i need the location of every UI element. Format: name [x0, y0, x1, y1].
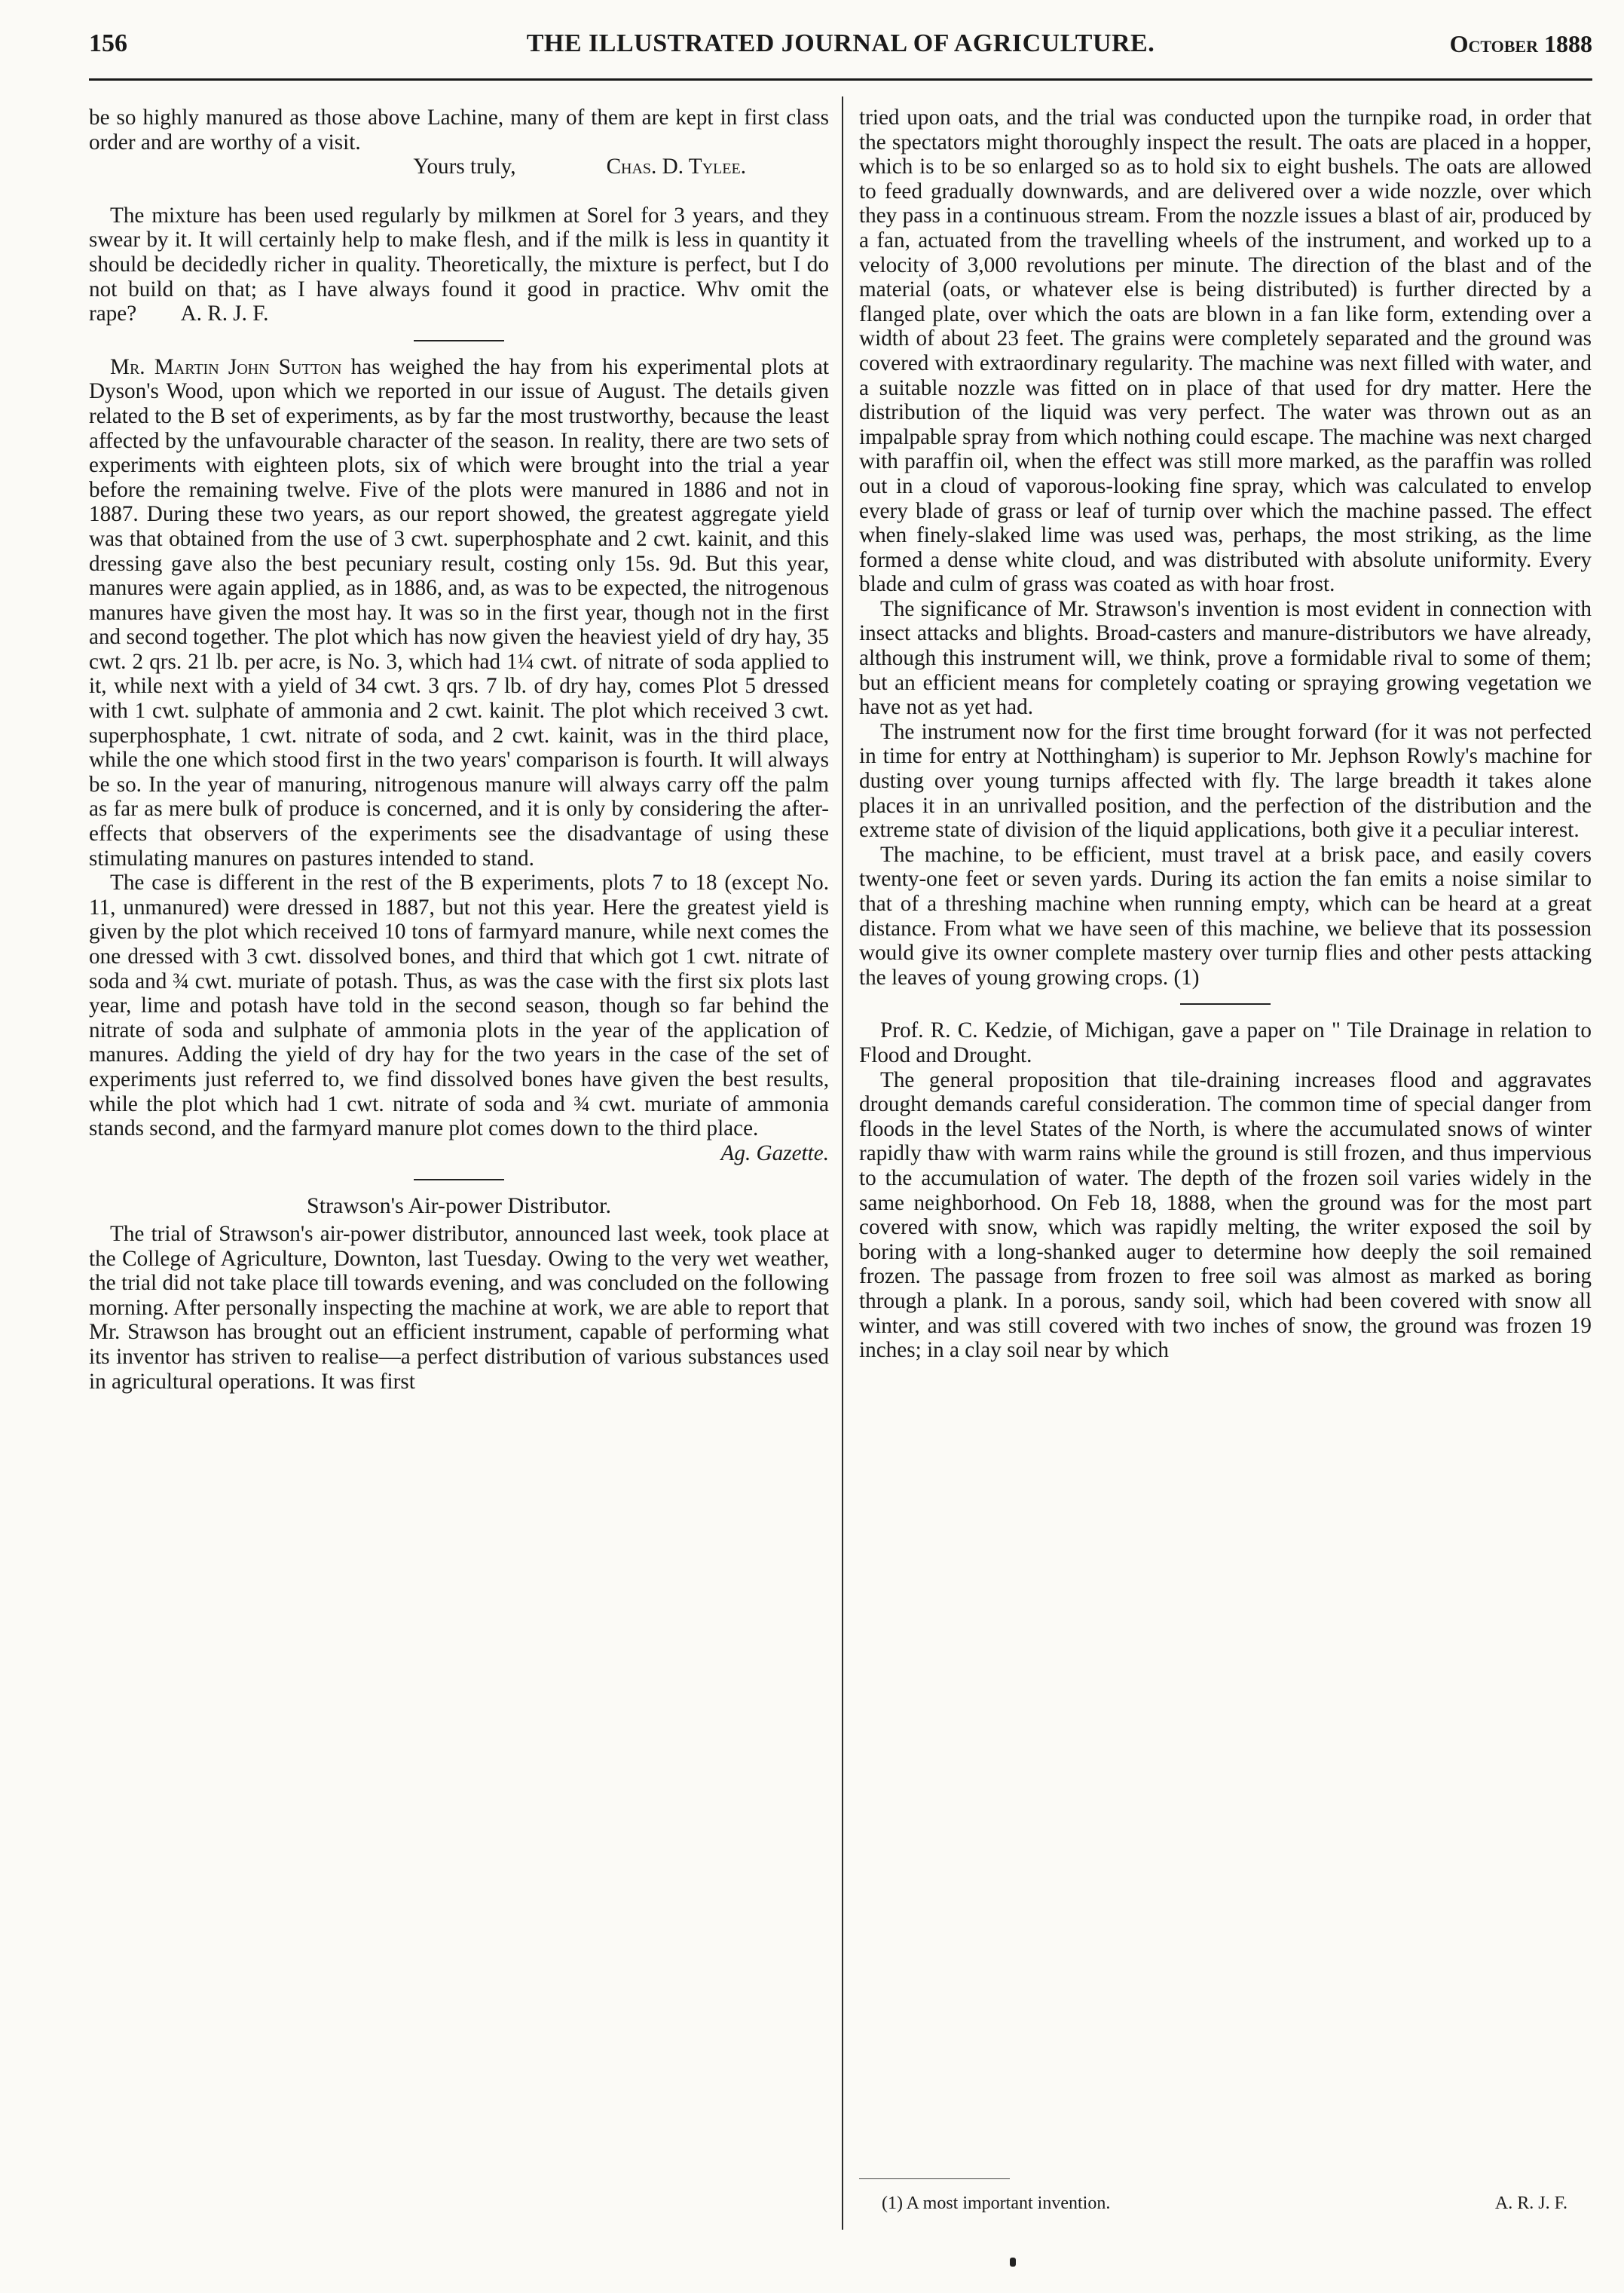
sutton-paragraph [89, 355, 829, 871]
left-column [89, 106, 829, 2239]
signature-name: Chas. D. Tylee. [606, 155, 746, 179]
header-rule [89, 78, 1592, 81]
b-experiments-paragraph: The case is different in the rest of the B experiments, plots 7 to 18 (except No. 11, unmanured) were dressed in 1887, but not this year. Here the greatest yield is given by the plot which received 10 tons of farmyard manure, while next comes the one dressed with 3 cwt. dissolved bones, and third that which got 1 cwt. nitrate of soda and ¾ cwt. muriate of potash. Thus, as was the case with the first six plots last year, lime and potash have told in the second season, though so far behind the nitrate of soda and sulphate of ammonia plots in the year of the application of manures. Adding the yield of dry hay for the two years in the case of the set of experiments just referred to, we find dissolved bones have given the best results, while the plot which had 1 cwt. nitrate of soda and ¾ cwt. muriate of ammonia stands second, and the farmyard manure plot comes down to the third place. [89, 871, 829, 1141]
footnote-rule [859, 2178, 1010, 2179]
significance-paragraph: The significance of Mr. Strawson's invention is most evident in connection with insect attacks and blights. Broad-casters and manure-distributors we have already, although this instrument will, we think, prove a formidable rival to some of them; but an efficient means for completely coating or spraying growing vegetation we have not as yet had. [859, 596, 1592, 720]
column-divider [842, 96, 843, 2230]
strawson-paragraph: The trial of Strawson's air-power distributor, announced last week, took place at the College of Agriculture, Downton, last Tuesday. Owing to the very wet weather, the trial did not take place till towards evening, and was concluded on the following morning. After personally inspecting the machine at work, we are able to report that Mr. Strawson has brought out an efficient instrument, capable of performing what its inventor has striven to realise—a perfect distribution of various substances used in agricultural operations. It was first [89, 1221, 829, 1394]
issue-date: October 1888 [1449, 30, 1592, 57]
footnote [882, 2194, 1567, 2214]
mixture-text: The mixture has been used regularly by milkmen at Sorel for 3 years, and they swear by it. It will certainly help to make flesh, and if the milk is less in quantity it should be decidedly richer in quality. Theoretically, the mixture is perfect, but I do not build on that; as I have always found it good in practice. Whv omit the rape? [89, 203, 829, 326]
drainage-paragraph: The general proposition that tile-draining increases flood and aggravates drought demands careful consideration. The common time of special danger from floods in the level States of the North, is where the accumulated snows of winter rapidly thaw with warm rains while the ground is still frozen, and thus impervious to the accumulation of water. The depth of the frozen soil varies widely in the same neighborhood. On Feb 18, 1888, when the ground was for the most part covered with snow, which was rapidly melting, the writer exposed the soil by boring with a long-shanked auger to determine how deeply the soil remained frozen. The passage from frozen to free soil was almost as marked as boring through a plank. In a porous, sandy soil, which had been covered with snow all winter, and was still covered with two inches of snow, the ground was frozen 19 inches; in a clay soil near by which [859, 1067, 1592, 1363]
footnote-text: (1) A most important invention. [882, 2194, 1111, 2213]
section-rule [1180, 1003, 1271, 1005]
instrument-paragraph: The instrument now for the first time brought forward (for it was not perfected in time for entry at Notthingham) is superior to Mr. Jephson Rowly's machine for dusting over young turnips affected with fly. The large breadth it takes alone places it in an unrivalled position, and the perfection of the distribution and the extreme state of division of the liquid applications, both give it a peculiar interest. [859, 719, 1592, 843]
letter-closing-paragraph: be so highly manured as those above Lachine, many of them are kept in first class order and are worthy of a visit. [89, 106, 829, 155]
signature-salutation: Yours truly, [413, 155, 516, 179]
kedzie-paragraph: Prof. R. C. Kedzie, of Michigan, gave a paper on " Tile Drainage in relation to Flood and Drought. [859, 1018, 1592, 1067]
oats-trial-paragraph: tried upon oats, and the trial was conducted upon the turnpike road, in order that the spectators might thoroughly inspect the result. The oats are placed in a hopper, which is to be so enlarged so as to hold six to eight bushels. The oats are allowed to feed gradually downwards, and are delivered over a wide nozzle, over which they pass in a continuous stream. From the nozzle issues a blast of air, produced by a fan, actuated from the travelling wheels of the instrument, and worked up to a velocity of 3,000 revolutions per minute. The direction of the blast and of the material (oats, or whatever else is being distributed) is further directed by a flanged plate, over which the oats are blown in a fan like form, extending over a width of about 23 feet. The grains were completely separated and the ground was covered with extraordinary regularity. The machine was next filled with water, and a suitable nozzle was fitted on in place of that used for dry matter. Here the distribution of the liquid was very perfect. The water was thrown out as an impalpable spray from which nothing could escape. The machine was next charged with paraffin oil, when the effect was still more marked, as the paraffin was rolled out in a cloud of vaporous-looking fine spray, which was calculated to envelop every blade of grass or leaf of turnip over which the machine passed. The effect when finely-slaked lime was used was, perhaps, the most striking, as the lime formed a dense white cloud, and was distributed with absolute uniformity. Every blade and culm of grass was coated as with hoar frost. [859, 106, 1592, 597]
machine-paragraph: The machine, to be efficient, must travel at a brisk pace, and easily covers twenty-one feet or seven yards. During its action the fan emits a noise similar to that of a threshing machine when running empty, which can be heard at a great distance. From what we have seen of this machine, we believe that its possession would give its owner complete mastery over turnip flies and other pests attacking the leaves of young growing crops. (1) [859, 842, 1592, 990]
spacer [89, 179, 829, 204]
right-column [859, 106, 1592, 2239]
section-rule [414, 340, 504, 341]
source-byline: Ag. Gazette. [720, 1140, 829, 1165]
sutton-text: has weighed the hay from his experimental plots at Dyson's Wood, upon which we reported in our issue of August. The details given related to the B set of experiments, as by far the most trustworthy, because the least affected by the unfavourable character of the season. In reality, there are two sets of experiments with eighteen plots, six of which were brought into the trial a year before the remaining twelve. Five of the plots were manured in 1886 and not in 1887. During these two years, as our report showed, the greatest aggregate yield was that obtained from the use of 3 cwt. superphosphate and 2 cwt. kainit, and this dressing gave also the best pecuniary result, costing only 15s. 9d. But this year, manures were again applied, as in 1886, and, as was to be expected, the nitrogenous manures have given the most hay. It was so in the first year, though not in the first and second together. The plot which has now given the heaviest yield of dry hay, 35 cwt. 2 qrs. 21 lb. per acre, is No. 3, which had 1¼ cwt. of nitrate of soda applied to it, while next with a yield of 34 cwt. 3 qrs. 7 lb. of dry hay, comes Plot 5 dressed with 1 cwt. sulphate of ammonia and 2 cwt. kainit. The plot which received 3 cwt. superphosphate, 1 cwt. nitrate of soda, and 2 cwt. kainit, was in the third place, while the one which stood first in the two years' comparison is fourth. It will always be so. In the year of manuring, nitrogenous manure will always carry off the palm as far as mere bulk of produce is concerned, and it is only by considering the after-effects that observers of the experiments see the disadvantage of using these stimulating manures on pastures intended to stand. [89, 354, 829, 871]
journal-title: THE ILLUSTRATED JOURNAL OF AGRICULTURE. [526, 29, 1155, 57]
section-heading: Strawson's Air-power Distributor. [307, 1193, 611, 1219]
printer-mark [1010, 2258, 1016, 2267]
editor-initials: A. R. J. F. [180, 302, 269, 326]
mixture-paragraph [89, 204, 829, 326]
page-number: 156 [89, 29, 127, 57]
sutton-lead: Mr. Martin John Sutton [110, 354, 342, 379]
section-rule [414, 1179, 504, 1180]
page-header [89, 21, 1592, 66]
footnote-initials: A. R. J. F. [1494, 2194, 1567, 2213]
letter-signature [89, 155, 829, 179]
